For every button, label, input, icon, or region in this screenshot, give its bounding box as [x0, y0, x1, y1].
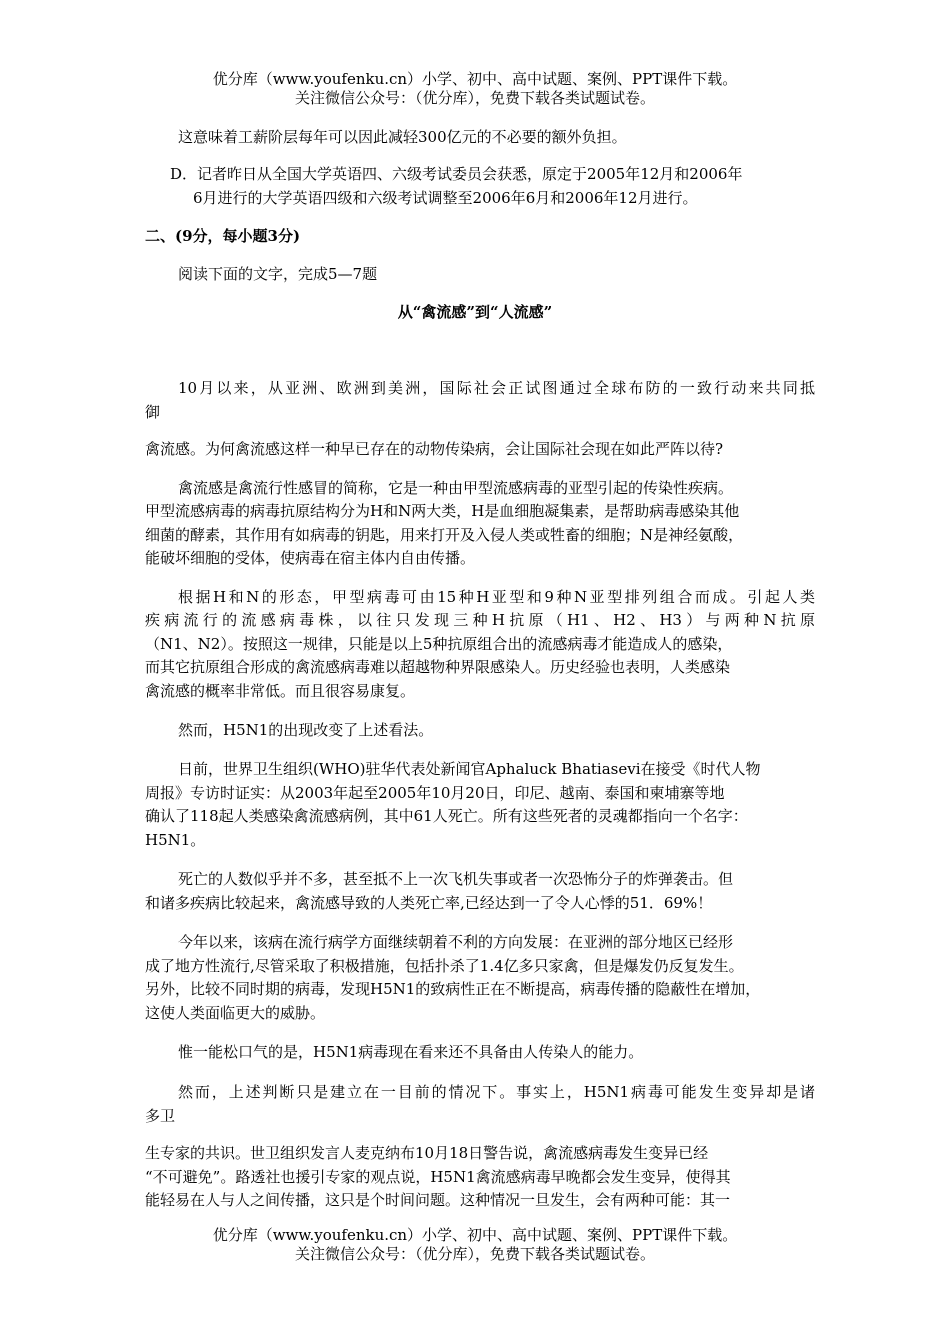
paragraph-line: 10月以来，从亚洲、欧洲到美洲，国际社会正试图通过全球布防的一致行动来共同抵	[178, 379, 815, 397]
paragraph-line: 成了地方性流行,尽管采取了积极措施，包括扑杀了1.4亿多只家禽，但是爆发仍反复发生。	[145, 957, 744, 975]
page-header-line-1: 优分库（www.youfenku.cn）小学、初中、高中试题、案例、PPT课件下载。	[212, 70, 738, 88]
paragraph-line: 惟一能松口气的是，H5N1病毒现在看来还不具备由人传染人的能力。	[178, 1043, 644, 1061]
paragraph-line: 确认了118起人类感染禽流感病例，其中61人死亡。所有这些死者的灵魂都指向一个名字：	[145, 807, 748, 825]
paragraph-line: 然而，上述判断只是建立在一目前的情况下。事实上，H5N1病毒可能发生变异却是诸	[178, 1083, 815, 1101]
article-title: 从“禽流感”到“人流感”	[397, 303, 553, 321]
paragraph-line: 日前，世界卫生组织(WHO)驻华代表处新闻官Aphaluck Bhatiasevi在接受《时代人物	[178, 760, 761, 778]
page-header-line-2: 关注微信公众号：（优分库），免费下载各类试题试卷。	[294, 89, 655, 107]
option-d-line-2: 6月进行的大学英语四级和六级考试调整至2006年6月和2006年12月进行。	[193, 189, 698, 207]
paragraph-line: 能轻易在人与人之间传播，这只是个时间问题。这种情况一旦发生，会有两种可能：其一	[145, 1191, 731, 1209]
paragraph-line: 禽流感。为何禽流感这样一种早已存在的动物传染病，会让国际社会现在如此严阵以待?	[145, 440, 724, 458]
paragraph-line: 根据H和N的形态，甲型病毒可由15种H亚型和9种N亚型排列组合而成。引起人类	[178, 588, 815, 606]
section-instruction: 阅读下面的文字，完成5—7题	[178, 265, 378, 283]
section-heading: 二、(9分，每小题3分)	[145, 227, 301, 245]
body-line: 这意味着工薪阶层每年可以因此减轻300亿元的不必要的额外负担。	[178, 128, 627, 146]
paragraph-line: 周报》专访时证实：从2003年起至2005年10月20日，印尼、越南、泰国和柬埔寨等地	[145, 784, 725, 802]
paragraph-line: 甲型流感病毒的病毒抗原结构分为H和N两大类，H是血细胞凝集素，是帮助病毒感染其他	[145, 502, 740, 520]
paragraph-line: 疾病流行的流感病毒株，以往只发现三种H抗原（H1、H2、H3）与两种N抗原	[145, 611, 815, 629]
paragraph-line: 禽流感的概率非常低。而且很容易康复。	[145, 682, 416, 700]
paragraph-line: 这使人类面临更大的威胁。	[145, 1004, 326, 1022]
paragraph-line: 御	[145, 403, 161, 421]
paragraph-line: 今年以来，该病在流行病学方面继续朝着不利的方向发展：在亚洲的部分地区已经形	[178, 933, 734, 951]
page-footer-line-1: 优分库（www.youfenku.cn）小学、初中、高中试题、案例、PPT课件下载。	[212, 1226, 738, 1244]
paragraph-line: 和诸多疾病比较起来，禽流感导致的人类死亡率,已经达到一了令人心悸的51．69%！	[145, 894, 713, 912]
paragraph-line: 另外，比较不同时期的病毒，发现H5N1的致病性正在不断提高，病毒传播的隐蔽性在增加，	[145, 980, 761, 998]
paragraph-line: 而其它抗原组合形成的禽流感病毒难以超越物种界限感染人。历史经验也表明，人类感染	[145, 658, 731, 676]
paragraph-line: （N1、N2）。按照这一规律，只能是以上5种抗原组合出的流感病毒才能造成人的感染，	[145, 635, 733, 653]
paragraph-line: H5N1。	[145, 831, 206, 849]
paragraph-line: 细菌的酵素，其作用有如病毒的钥匙，用来打开及入侵人类或牲畜的细胞；N是神经氨酸，	[145, 526, 744, 544]
paragraph-line: 禽流感是禽流行性感冒的简称，它是一种由甲型流感病毒的亚型引起的传染性疾病。	[178, 479, 734, 497]
paragraph-line: 生专家的共识。世卫组织发言人麦克纳布10月18日警告说，禽流感病毒发生变异已经	[145, 1144, 709, 1162]
page-footer-line-2: 关注微信公众号：（优分库），免费下载各类试题试卷。	[294, 1245, 655, 1263]
paragraph-line: 多卫	[145, 1107, 176, 1125]
paragraph-line: 能破坏细胞的受体，使病毒在宿主体内自由传播。	[145, 549, 476, 567]
option-d-line-1: D．记者昨日从全国大学英语四、六级考试委员会获悉，原定于2005年12月和2006年	[170, 165, 743, 183]
paragraph-line: 死亡的人数似乎并不多，甚至抵不上一次飞机失事或者一次恐怖分子的炸弹袭击。但	[178, 870, 734, 888]
paragraph-line: “不可避免”。路透社也援引专家的观点说，H5N1禽流感病毒早晚都会发生变异，使得其	[145, 1168, 731, 1186]
paragraph-line: 然而，H5N1的出现改变了上述看法。	[178, 721, 434, 739]
